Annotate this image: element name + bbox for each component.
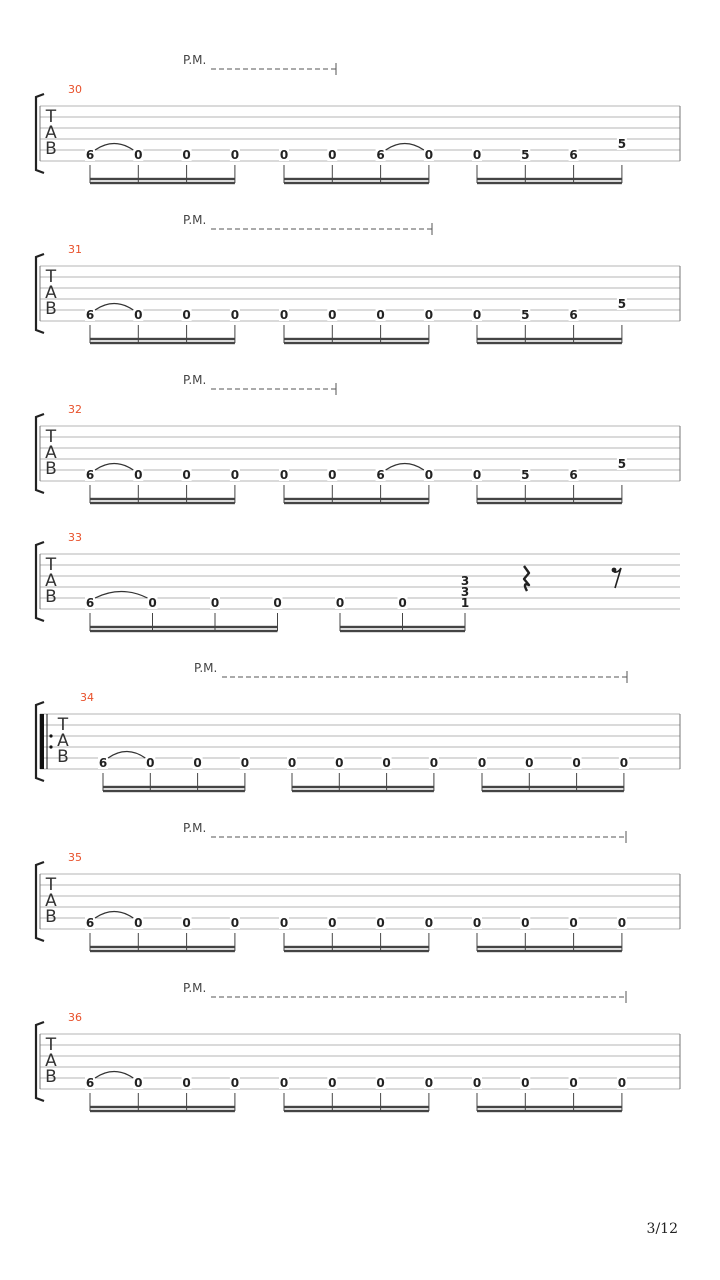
chord-fret-number: 1 [460, 596, 470, 610]
beam [90, 498, 235, 500]
measure-number: 34 [80, 691, 94, 704]
fret-number: 0 [182, 308, 191, 322]
fret-number: 5 [521, 148, 530, 162]
palm-mute-label: P.M. [183, 213, 207, 227]
fret-number: 0 [328, 308, 337, 322]
tab-clef-b: B [45, 587, 57, 607]
fret-number: 5 [617, 297, 627, 311]
fret-number: 0 [210, 596, 220, 610]
slur [95, 912, 133, 919]
fret-number: 0 [569, 916, 578, 930]
beam [284, 502, 429, 504]
staff-system-31 [36, 213, 680, 344]
fret-number: 6 [85, 916, 95, 930]
beam [284, 1110, 429, 1112]
fret-number: 0 [182, 468, 191, 482]
beam [90, 1110, 235, 1112]
beam [90, 626, 278, 628]
staff-system-36 [36, 981, 680, 1112]
repeat-thick-bar [40, 714, 44, 769]
beam [90, 950, 235, 952]
beam-group [335, 574, 469, 632]
slur [95, 592, 148, 599]
fret-number: 0 [193, 756, 202, 770]
tab-clef-b: B [45, 459, 57, 479]
slur [95, 304, 133, 311]
chord-fret-number: 3 [460, 585, 470, 599]
fret-number: 0 [230, 148, 240, 162]
fret-number: 5 [521, 308, 530, 322]
measure-number: 35 [68, 851, 82, 864]
beam [90, 946, 235, 948]
fret-number: 0 [279, 148, 289, 162]
tab-clef-b: B [45, 139, 57, 159]
beam [477, 502, 622, 504]
palm-mute-label: P.M. [183, 53, 207, 67]
beam [90, 630, 278, 632]
staff-system-33 [36, 531, 680, 632]
fret-number: 0 [230, 1076, 240, 1090]
tab-clef-b: B [45, 907, 57, 927]
beam [482, 790, 624, 792]
beam [90, 182, 235, 184]
fret-number: 6 [85, 1076, 95, 1090]
fret-number: 5 [617, 457, 627, 471]
fret-number: 0 [182, 148, 191, 162]
beam [90, 178, 235, 180]
staff-system-35 [36, 821, 680, 952]
tab-clef-t: T [57, 715, 69, 735]
beam-group [472, 916, 627, 952]
tab-clef-t: T [45, 875, 57, 895]
fret-number: 5 [521, 468, 530, 482]
slur [95, 1072, 133, 1079]
fret-number: 0 [477, 756, 487, 770]
beam-group [287, 756, 439, 792]
fret-number: 0 [472, 148, 482, 162]
fret-number: 6 [85, 468, 95, 482]
fret-number: 6 [569, 468, 578, 482]
chord-fret-number: 3 [460, 574, 470, 588]
tab-clef-t: T [45, 107, 57, 127]
fret-number: 0 [148, 596, 157, 610]
beam [340, 630, 465, 632]
beam [340, 626, 465, 628]
fret-number: 0 [472, 308, 482, 322]
beam [292, 786, 434, 788]
tab-clef-b: B [45, 299, 57, 319]
fret-number: 6 [376, 148, 385, 162]
fret-number: 0 [472, 916, 482, 930]
staff-system-30 [36, 53, 680, 184]
fret-number: 0 [424, 916, 434, 930]
fret-number: 0 [279, 916, 289, 930]
tab-clef-a: A [45, 571, 57, 591]
beam [284, 338, 429, 340]
fret-number: 6 [85, 596, 95, 610]
beam-group [279, 308, 434, 344]
fret-number: 0 [146, 756, 155, 770]
repeat-dot [49, 734, 52, 737]
beam [284, 498, 429, 500]
fret-number: 0 [134, 1076, 143, 1090]
tab-clef-b: B [57, 747, 69, 767]
fret-number: 0 [328, 916, 337, 930]
fret-number: 0 [429, 756, 439, 770]
fret-number: 6 [98, 756, 108, 770]
beam [284, 950, 429, 952]
fret-number: 0 [328, 148, 337, 162]
tab-clef-t: T [45, 555, 57, 575]
fret-number: 6 [569, 148, 578, 162]
fret-number: 0 [424, 1076, 434, 1090]
beam [103, 790, 245, 792]
fret-number: 0 [182, 916, 191, 930]
staff-system-32 [36, 373, 680, 504]
fret-number: 6 [376, 468, 385, 482]
beam-group [279, 1076, 434, 1112]
page-number: 3/12 [646, 1221, 678, 1237]
fret-number: 0 [287, 756, 297, 770]
beam [477, 946, 622, 948]
beam [477, 338, 622, 340]
beam [477, 1106, 622, 1108]
beam [90, 338, 235, 340]
tab-clef-t: T [45, 427, 57, 447]
fret-number: 0 [569, 1076, 578, 1090]
fret-number: 6 [85, 148, 95, 162]
fret-number: 0 [617, 1076, 627, 1090]
fret-number: 0 [376, 1076, 385, 1090]
tab-clef-a: A [45, 1051, 57, 1071]
beam [284, 182, 429, 184]
fret-number: 0 [617, 916, 627, 930]
beam [482, 786, 624, 788]
fret-number: 0 [398, 596, 407, 610]
fret-number: 0 [521, 916, 530, 930]
slur [95, 464, 133, 471]
measure-number: 33 [68, 531, 82, 544]
staff-system-34 [36, 661, 680, 792]
beam [477, 1110, 622, 1112]
fret-number: 0 [376, 308, 385, 322]
measure-number: 36 [68, 1011, 82, 1024]
fret-number: 0 [279, 468, 289, 482]
beam [292, 790, 434, 792]
tab-clef-a: A [45, 443, 57, 463]
fret-number: 0 [230, 308, 240, 322]
tab-clef-b: B [45, 1067, 57, 1087]
fret-number: 0 [472, 1076, 482, 1090]
beam [284, 178, 429, 180]
fret-number: 0 [619, 756, 629, 770]
beam [477, 498, 622, 500]
fret-number: 0 [382, 756, 391, 770]
beam [284, 1106, 429, 1108]
fret-number: 0 [273, 596, 282, 610]
measure-number: 32 [68, 403, 82, 416]
fret-number: 0 [424, 308, 434, 322]
slur [108, 752, 145, 759]
fret-number: 0 [279, 1076, 289, 1090]
fret-number: 5 [617, 137, 627, 151]
palm-mute-label: P.M. [183, 821, 207, 835]
fret-number: 0 [328, 1076, 337, 1090]
fret-number: 0 [521, 1076, 530, 1090]
fret-number: 0 [424, 468, 434, 482]
fret-number: 0 [472, 468, 482, 482]
palm-mute-label: P.M. [194, 661, 218, 675]
measure-number: 31 [68, 243, 82, 256]
fret-number: 0 [230, 916, 240, 930]
fret-number: 0 [335, 756, 344, 770]
beam [284, 342, 429, 344]
tab-clef-t: T [45, 1035, 57, 1055]
fret-number: 6 [569, 308, 578, 322]
slur [95, 144, 133, 151]
fret-number: 0 [230, 468, 240, 482]
fret-number: 0 [525, 756, 534, 770]
fret-number: 0 [279, 308, 289, 322]
repeat-dot [49, 745, 52, 748]
fret-number: 0 [134, 308, 143, 322]
beam [284, 946, 429, 948]
fret-number: 0 [240, 756, 250, 770]
fret-number: 0 [134, 148, 143, 162]
measure-number: 30 [68, 83, 82, 96]
beam [90, 502, 235, 504]
slur [386, 464, 424, 471]
tab-clef-a: A [57, 731, 69, 751]
fret-number: 0 [182, 1076, 191, 1090]
beam [90, 342, 235, 344]
beam [477, 182, 622, 184]
fret-number: 0 [335, 596, 345, 610]
fret-number: 0 [134, 468, 143, 482]
palm-mute-label: P.M. [183, 981, 207, 995]
tab-clef-a: A [45, 891, 57, 911]
beam [477, 950, 622, 952]
fret-number: 0 [424, 148, 434, 162]
fret-number: 0 [328, 468, 337, 482]
beam-group [477, 756, 629, 792]
beam [477, 342, 622, 344]
fret-number: 0 [572, 756, 581, 770]
tab-clef-a: A [45, 283, 57, 303]
palm-mute-label: P.M. [183, 373, 207, 387]
fret-number: 0 [134, 916, 143, 930]
beam-group [472, 1076, 627, 1112]
fret-number: 6 [85, 308, 95, 322]
beam-group [279, 916, 434, 952]
slur [386, 144, 424, 151]
beam [103, 786, 245, 788]
beam [477, 178, 622, 180]
fret-number: 0 [376, 916, 385, 930]
tab-clef-t: T [45, 267, 57, 287]
beam [90, 1106, 235, 1108]
tab-clef-a: A [45, 123, 57, 143]
